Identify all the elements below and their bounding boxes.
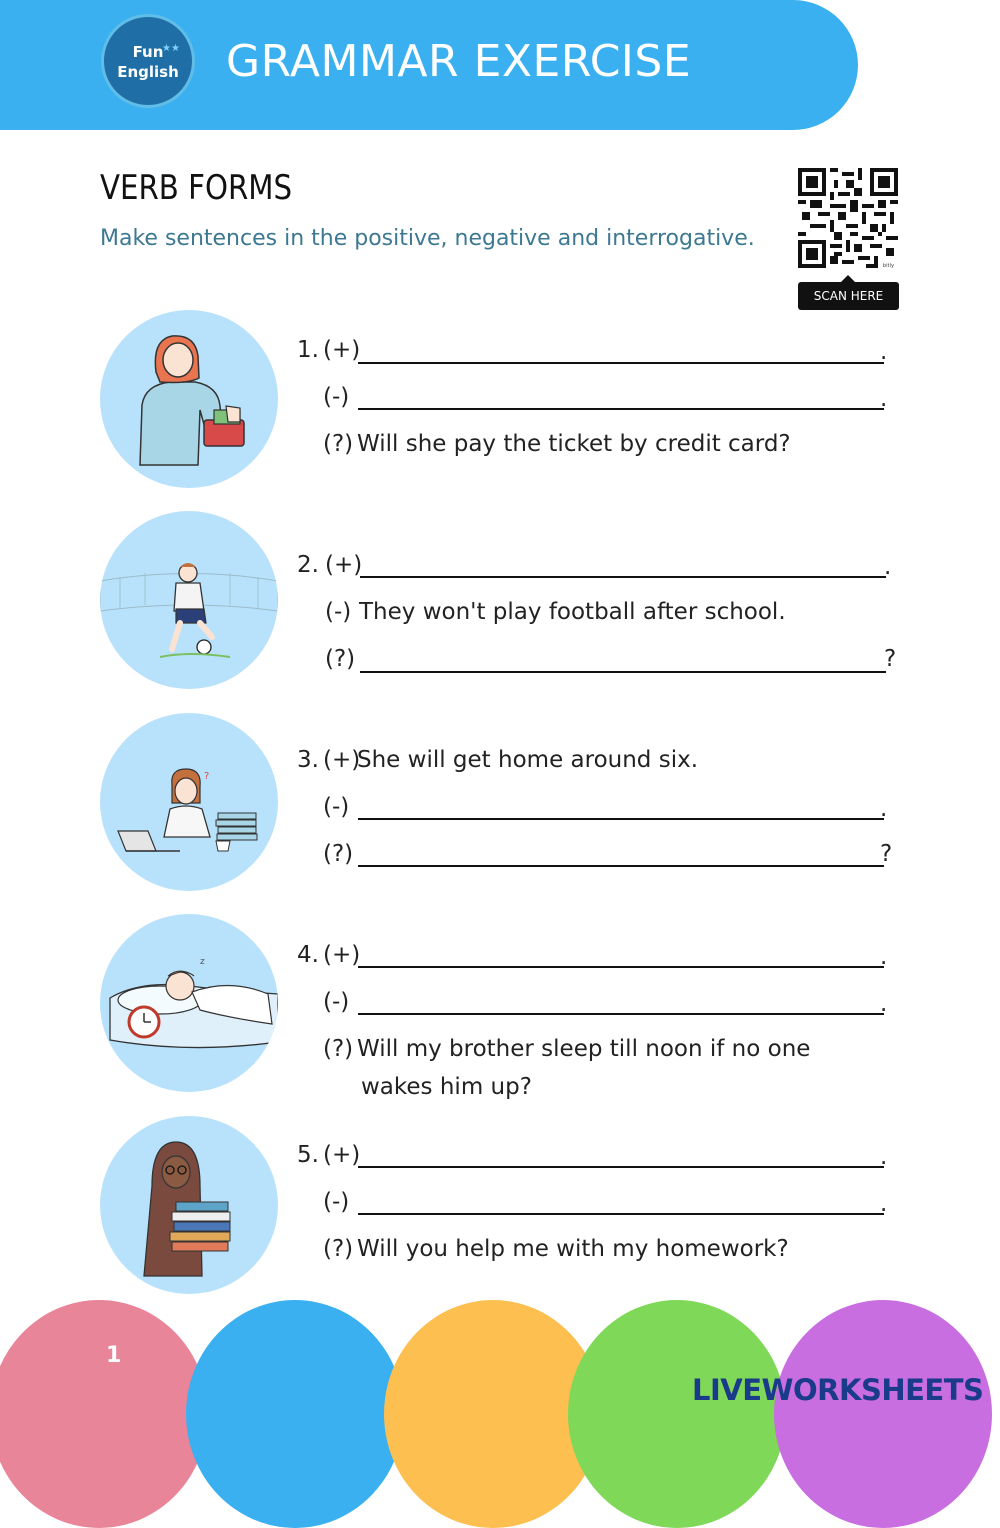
woman-with-books-icon: [100, 1116, 278, 1294]
exercise-1-illustration: [100, 310, 278, 488]
exercise-1-number: 1.: [297, 337, 319, 363]
footer-bubble-purple: [774, 1300, 992, 1528]
exercise-2-positive-sign: (+): [325, 552, 363, 578]
exercise-5-negative-answer-field[interactable]: [358, 1213, 884, 1215]
exercise-4-negative-answer-field[interactable]: [358, 1013, 884, 1015]
exercise-2-number: 2.: [297, 552, 319, 578]
footer-bubble-green: [568, 1300, 786, 1528]
footer-bubble-blue: [186, 1300, 404, 1528]
exercise-3-negative-end: .: [880, 796, 888, 822]
exercise-4-negative-end: .: [880, 991, 888, 1017]
exercise-5-question-text: Will you help me with my homework?: [357, 1236, 789, 1262]
exercise-1-positive-answer-field[interactable]: [358, 362, 884, 364]
section-title: VERB FORMS: [100, 168, 293, 208]
exercise-2-question-sign: (?): [325, 646, 356, 672]
scan-here-label: SCAN HERE: [798, 282, 899, 310]
exercise-2-negative-text: They won't play football after school.: [359, 599, 786, 625]
exercise-2-illustration: [100, 511, 278, 689]
exercise-1-positive-sign: (+): [323, 337, 361, 363]
exercise-4-question-sign: (?): [323, 1036, 354, 1062]
logo-line-1: Fun: [132, 43, 164, 61]
exercise-5-question-sign: (?): [323, 1236, 354, 1262]
stars-icon: ★★: [162, 43, 180, 54]
woman-paying-icon: [100, 310, 278, 488]
header-banner: [0, 0, 858, 130]
exercise-1-question-text: Will she pay the ticket by credit card?: [357, 431, 791, 457]
exercise-3-question-end: ?: [880, 841, 893, 867]
exercise-4-number: 4.: [297, 942, 319, 968]
instructions: Make sentences in the positive, negative and interrogative.: [100, 226, 755, 251]
exercise-3-positive-sign: (+): [323, 747, 361, 773]
exercise-1-negative-end: .: [880, 386, 888, 412]
exercise-3-illustration: [100, 713, 278, 891]
exercise-1-question-sign: (?): [323, 431, 354, 457]
exercise-2-positive-answer-field[interactable]: [360, 576, 886, 578]
exercise-1-negative-sign: (-): [323, 384, 350, 410]
exercise-5-negative-end: .: [880, 1191, 888, 1217]
logo-line-2: English: [117, 63, 179, 81]
exercise-5-illustration: [100, 1116, 278, 1294]
exercise-1-negative-answer-field[interactable]: [358, 408, 884, 410]
sleeping-man-icon: [100, 914, 278, 1092]
exercise-2-question-end: ?: [884, 646, 897, 672]
qr-code-icon[interactable]: [798, 168, 898, 268]
exercise-2-positive-end: .: [884, 554, 892, 580]
exercise-3-positive-text: She will get home around six.: [357, 747, 699, 773]
liveworksheets-logo[interactable]: LIVEWORKSHEETS: [692, 1373, 984, 1407]
exercise-5-positive-sign: (+): [323, 1142, 361, 1168]
exercise-5-positive-answer-field[interactable]: [358, 1166, 884, 1168]
exercise-5-negative-sign: (-): [323, 1189, 350, 1215]
page-title: GRAMMAR EXERCISE: [226, 36, 692, 87]
fun-english-logo: [101, 14, 195, 108]
qr-tiny-label: bitly: [882, 262, 895, 268]
svg-text:?: ?: [204, 771, 210, 782]
exercise-4-positive-sign: (+): [323, 942, 361, 968]
woman-at-laptop-icon: [100, 713, 278, 891]
exercise-4-positive-end: .: [880, 944, 888, 970]
exercise-5-number: 5.: [297, 1142, 319, 1168]
exercise-4-negative-sign: (-): [323, 989, 350, 1015]
exercise-3-negative-sign: (-): [323, 794, 350, 820]
exercise-3-number: 3.: [297, 747, 319, 773]
exercise-4-question-continuation: wakes him up?: [361, 1074, 532, 1100]
footer-bubble-pink: [0, 1300, 208, 1528]
exercise-1-positive-end: .: [880, 339, 888, 365]
exercise-4-illustration: [100, 914, 278, 1092]
exercise-3-question-sign: (?): [323, 841, 354, 867]
exercise-5-positive-end: .: [880, 1144, 888, 1170]
exercise-4-question-text: Will my brother sleep till noon if no one: [357, 1036, 811, 1062]
exercise-3-question-answer-field[interactable]: [358, 865, 884, 867]
exercise-2-question-answer-field[interactable]: [360, 671, 886, 673]
page-number: 1: [106, 1343, 122, 1368]
exercise-4-positive-answer-field[interactable]: [358, 966, 884, 968]
football-player-icon: [100, 511, 278, 689]
svg-text:z: z: [200, 957, 205, 967]
exercise-3-negative-answer-field[interactable]: [358, 818, 884, 820]
exercise-2-negative-sign: (-): [325, 599, 352, 625]
